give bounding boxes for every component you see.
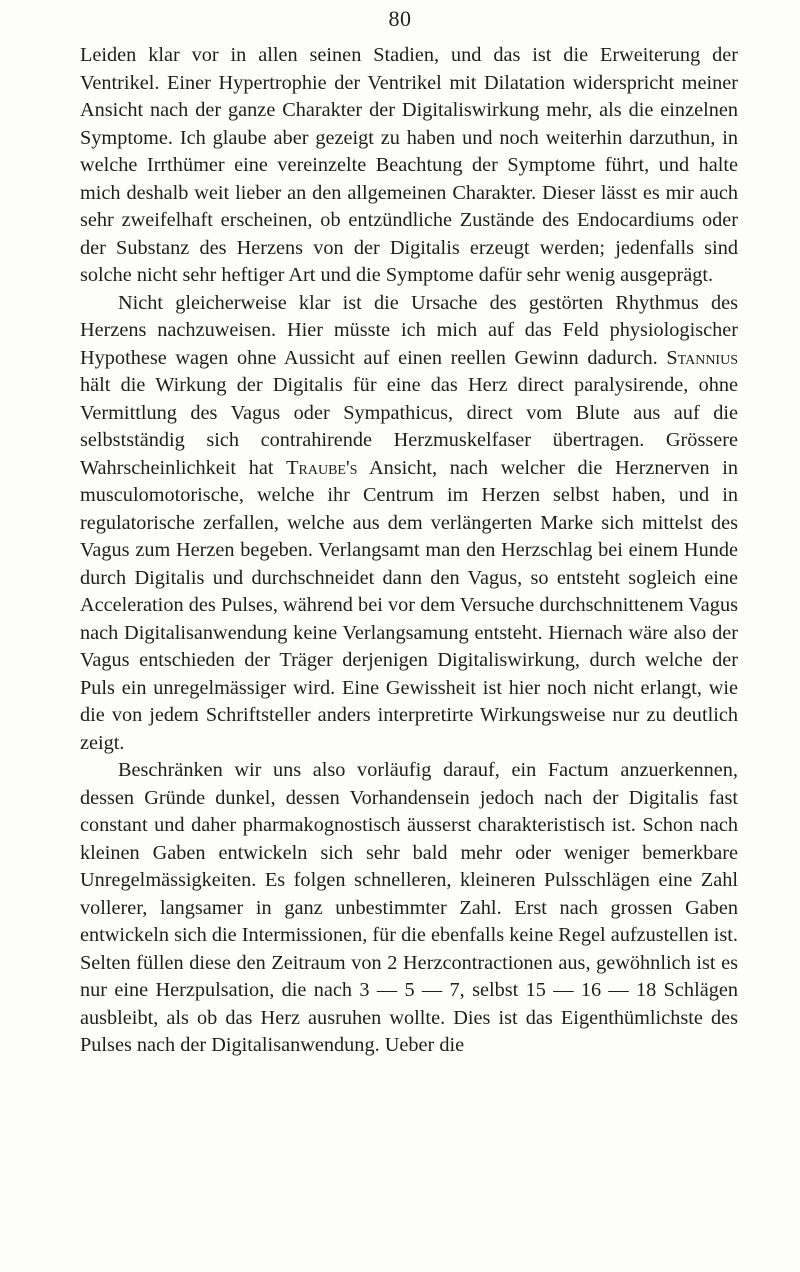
- body-text: [80, 42, 738, 1060]
- paragraph-3-text: Beschränken wir uns also vorläufig darauf, ein Factum anzuerkennen, dessen Gründe dunkel, dessen Vorhandensein jedoch nach der Digitalis fast constant und daher pharmakognostisch äusserst charakteristisch ist. Schon nach kleinen Gaben entwickeln sich sehr bald mehr oder weniger bemerkbare Unregelmässigkeiten. Es folgen schnelleren, kleineren Pulsschlägen eine Zahl vollerer, langsamer in ganz unbestimmter Zahl. Erst nach grossen Gaben entwickeln sich die Intermissionen, für die ebenfalls keine Regel aufzustellen ist. Selten füllen diese den Zeitraum von 2 Herzcontractionen aus, gewöhnlich ist es nur eine Herzpulsation, die nach 3 — 5 — 7, selbst 15 — 16 — 18 Schlägen ausbleibt, als ob das Herz ausruhen wollte. Dies ist das Eigenthümlichste des Pulses nach der Digitalisanwendung. Ueber die: [80, 759, 738, 1056]
- paragraph-1-text: Leiden klar vor in allen seinen Stadien, und das ist die Erweiterung der Ventrikel. Einer Hypertrophie der Ventrikel mit Dilatation widerspricht meiner Ansicht nach der ganze Charakter der Digitaliswirkung mehr, als die einzelnen Symptome. Ich glaube aber gezeigt zu haben und noch weiterhin darzuthun, in welche Irrthümer eine vereinzelte Beachtung der Symptome führt, und halte mich deshalb weit lieber an den allgemeinen Charakter. Dieser lässt es mir auch sehr zweifelhaft erscheinen, ob entzündliche Zustände des Endocardiums oder der Substanz des Herzens von der Digitalis erzeugt werden; jedenfalls sind solche nicht sehr heftiger Art und die Symptome dafür sehr wenig ausgeprägt.: [80, 44, 738, 286]
- author-name-traube: Traube's: [286, 456, 358, 479]
- paragraph-2-text-b: hält die Wirkung der Digitalis für eine das Herz direct paralysirende, ohne Vermittlung des Vagus oder Sympathicus, direct vom Blute aus auf die selbstständig sich contrahirende Herzmuskelfaser übertragen. Grössere Wahrscheinlichkeit hat: [80, 374, 738, 479]
- paragraph-2: [80, 290, 738, 758]
- paragraph-2-text-c: Ansicht, nach welcher die Herznerven in musculomotorische, welche ihr Centrum im Herzen selbst haben, und in regulatorische zerfallen, welche aus dem verlängerten Marke sich mittelst des Vagus zum Herzen begeben. Verlangsamt man den Herzschlag bei einem Hunde durch Digitalis und durchschneidet dann den Vagus, so entsteht sogleich eine Acceleration des Pulses, während bei vor dem Versuche durchschnittenem Vagus nach Digitalisanwendung keine Verlangsamung entsteht. Hiernach wäre also der Vagus entschieden der Träger derjenigen Digitaliswirkung, durch welche der Puls ein unregelmässiger wird. Eine Gewissheit ist hier noch nicht erlangt, wie die von jedem Schriftsteller anders interpretirte Wirkungsweise nur zu deutlich zeigt.: [80, 456, 738, 754]
- paragraph-3: [80, 757, 738, 1060]
- author-name-stannius: Stannius: [666, 346, 738, 369]
- paragraph-2-text-a: Nicht gleicherweise klar ist die Ursache des gestörten Rhythmus des Herzens nachzuweisen. Hier müsste ich mich auf das Feld physiologischer Hypothese wagen ohne Aussicht auf einen reellen Gewinn dadurch.: [80, 291, 738, 369]
- paragraph-1: [80, 42, 738, 290]
- page-number: 80: [388, 6, 412, 31]
